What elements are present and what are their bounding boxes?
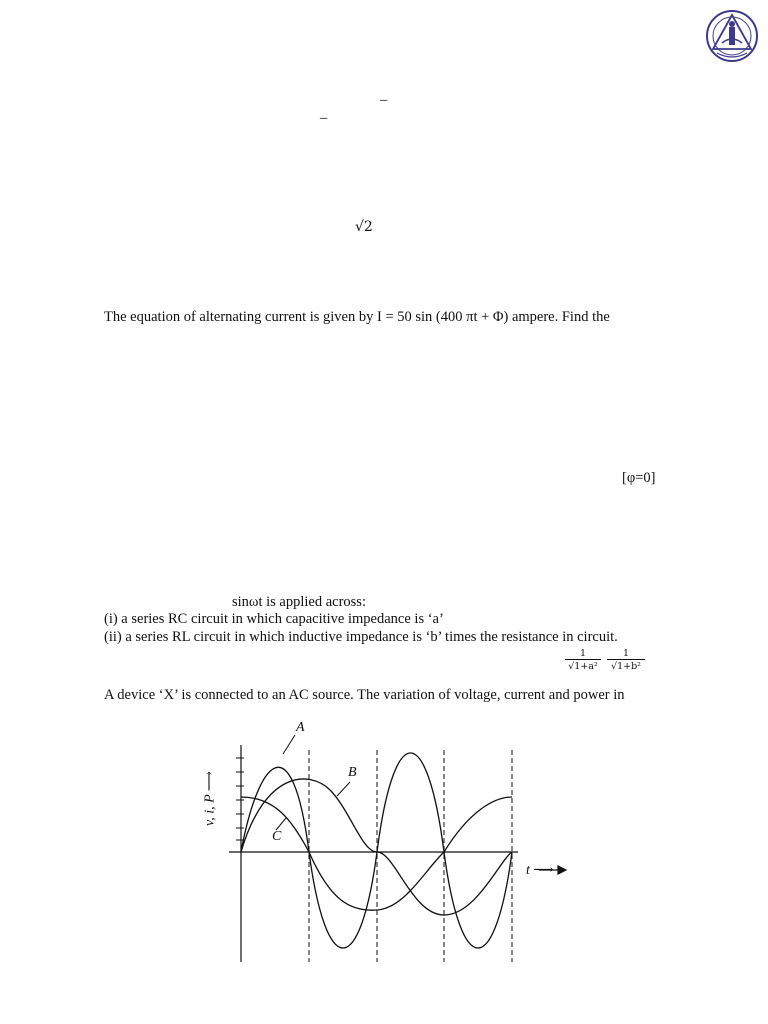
question-part-ii: (ii) a series RL circuit in which inductive impedance is ‘b’ times the resistance in circuit. [104,629,618,645]
question-sin-applied: sinωt is applied across: [232,594,366,610]
answer-fraction-1-numerator: 1 [579,648,587,659]
question-part-i: (i) a series RC circuit in which capacitive impedance is ‘a’ [104,611,444,627]
y-axis-ticks [236,758,244,840]
question-current-equation: The equation of alternating current is given by I = 50 sin (400 πt + Φ) ampere. Find the [104,309,610,325]
y-axis-label: v, i, P ⟶ [202,771,218,826]
question-device-x: A device ‘X’ is connected to an AC source. The variation of voltage, current and power in [104,687,625,703]
curve-label-b: B [348,765,357,780]
leader-line-a [283,735,295,754]
x-axis-label: t ⟶ [526,863,554,878]
leader-line-b [337,782,350,796]
answer-fraction-2-numerator: 1 [622,648,630,659]
answer-phi: [φ=0] [622,470,656,486]
dash-fragment-1: – [380,92,388,108]
answer-fraction-1-denominator: √1+a² [565,659,601,672]
curve-label-a: A [296,720,305,735]
dash-fragment-2: – [320,110,328,126]
dashed-gridlines [309,750,512,962]
curve-label-c: C [272,829,282,844]
sqrt-two-fragment: √2 [355,219,373,235]
answer-fraction-2-denominator: √1+b² [607,659,645,672]
